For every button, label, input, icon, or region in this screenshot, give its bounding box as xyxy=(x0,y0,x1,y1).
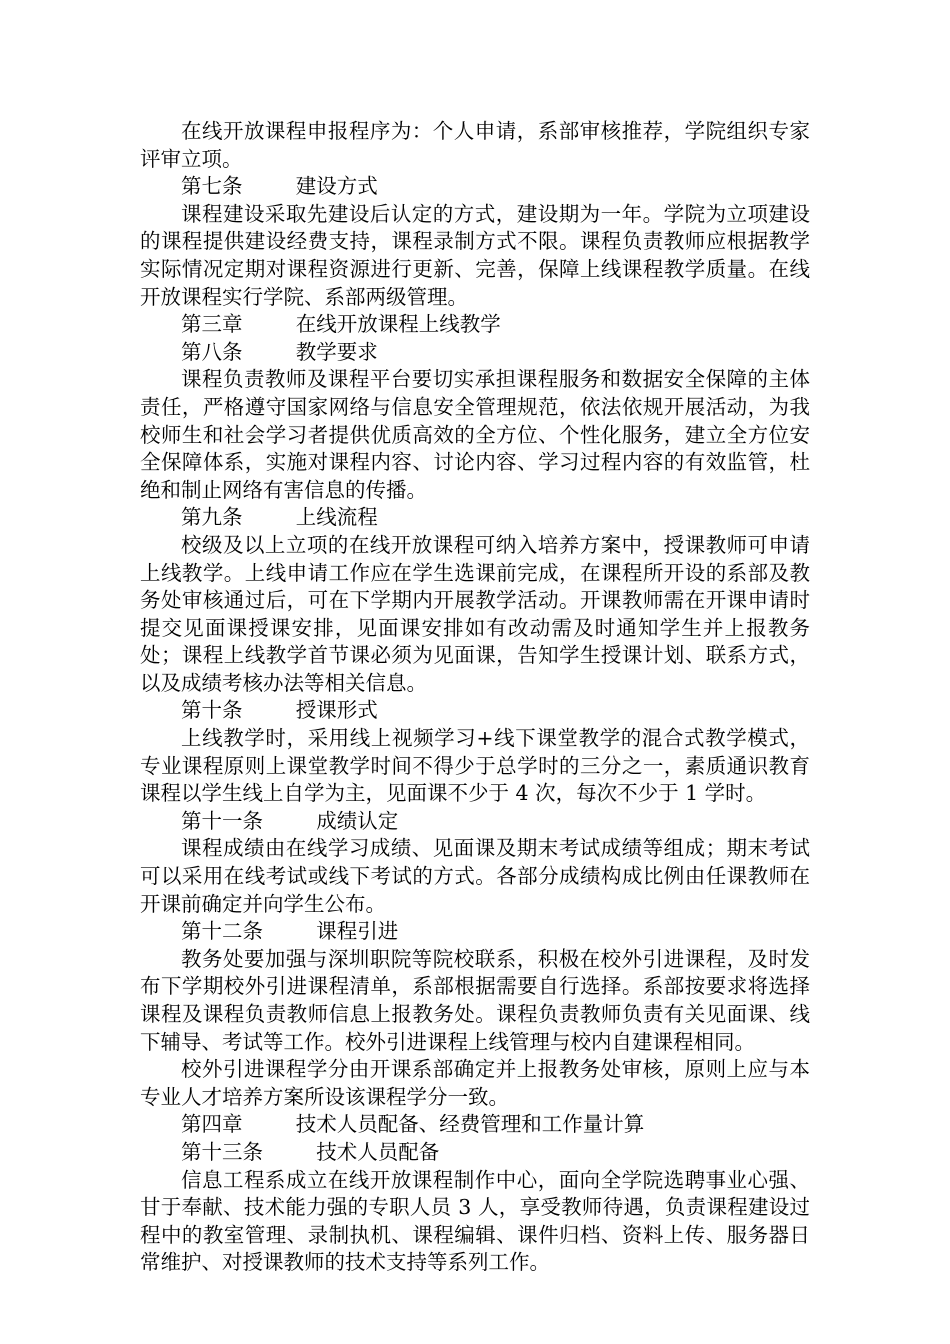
heading-article-8 xyxy=(140,339,810,367)
article-title: 成绩认定 xyxy=(316,808,399,833)
heading-chapter-4 xyxy=(140,1111,810,1139)
heading-chapter-3 xyxy=(140,311,810,339)
article-title: 教学要求 xyxy=(295,339,378,364)
paragraph-grade-assessment: 课程成绩由在线学习成绩、见面课及期末考试成绩等组成；期末考试可以采用在线考试或线下考试的方式。各部分成绩构成比例由任课教师在开课前确定并向学生公布。 xyxy=(140,836,810,916)
paragraph-course-credits: 校外引进课程学分由开课系部确定并上报教务处审核，原则上应与本专业人才培养方案所设该课程学分一致。 xyxy=(140,1057,810,1109)
heading-article-11 xyxy=(140,808,810,836)
chapter-label: 第四章 xyxy=(181,1112,243,1137)
heading-article-12 xyxy=(140,918,810,946)
article-label: 第十三条 xyxy=(181,1139,263,1164)
article-label: 第十条 xyxy=(181,698,243,723)
chapter-label: 第三章 xyxy=(181,312,243,337)
paragraph-application-procedure: 在线开放课程申报程序为：个人申请，系部审核推荐，学院组织专家评审立项。 xyxy=(140,119,810,171)
paragraph-construction-method: 课程建设采取先建设后认定的方式，建设期为一年。学院为立项建设的课程提供建设经费支持，课程录制方式不限。课程负责教师应根据教学实际情况定期对课程资源进行更新、完善，保障上线课程教学质量。在线开放课程实行学院、系部两级管理。 xyxy=(140,201,810,309)
chapter-title: 技术人员配备、经费管理和工作量计算 xyxy=(295,1112,645,1137)
paragraph-course-introduction: 教务处要加强与深圳职院等院校联系，积极在校外引进课程，及时发布下学期校外引进课程清单，系部根据需要自行选择。系部按要求将选择课程及课程负责教师信息上报教务处。课程负责教师负责有关见面课、线下辅导、考试等工作。校外引进课程上线管理与校内自建课程相同。 xyxy=(140,946,810,1054)
paragraph-teaching-format: 上线教学时，采用线上视频学习+线下课堂教学的混合式教学模式，专业课程原则上课堂教学时间不得少于总学时的三分之一，素质通识教育课程以学生线上自学为主，见面课不少于 4 次，每次不少于 1 学时。 xyxy=(140,726,810,806)
article-label: 第十二条 xyxy=(181,919,263,944)
article-title: 课程引进 xyxy=(316,919,399,944)
chapter-title: 在线开放课程上线教学 xyxy=(295,312,501,337)
article-title: 上线流程 xyxy=(295,505,378,530)
heading-article-7 xyxy=(140,173,810,201)
article-title: 授课形式 xyxy=(295,698,378,723)
article-label: 第九条 xyxy=(181,505,243,530)
paragraph-online-process: 校级及以上立项的在线开放课程可纳入培养方案中，授课教师可申请上线教学。上线申请工作应在学生选课前完成，在课程所开设的系部及教务处审核通过后，可在下学期内开展教学活动。开课教师需在开课申请时提交见面课授课安排，见面课安排如有改动需及时通知学生并上报教务处；课程上线教学首节课必须为见面课，告知学生授课计划、联系方式，以及成绩考核办法等相关信息。 xyxy=(140,532,810,695)
article-title: 建设方式 xyxy=(295,174,378,199)
heading-article-10 xyxy=(140,697,810,725)
heading-article-9 xyxy=(140,504,810,532)
article-label: 第八条 xyxy=(181,339,243,364)
heading-article-13 xyxy=(140,1139,810,1167)
article-title: 技术人员配备 xyxy=(316,1139,440,1164)
article-label: 第七条 xyxy=(181,174,243,199)
article-label: 第十一条 xyxy=(181,808,263,833)
paragraph-technical-staff: 信息工程系成立在线开放课程制作中心，面向全学院选聘事业心强、甘于奉献、技术能力强的专职人员 3 人，享受教师待遇，负责课程建设过程中的教室管理、录制执机、课程编辑、课件归档、资料上传、服务器日常维护、对授课教师的技术支持等系列工作。 xyxy=(140,1167,810,1275)
paragraph-teaching-requirements: 课程负责教师及课程平台要切实承担课程服务和数据安全保障的主体责任，严格遵守国家网络与信息安全管理规范，依法依规开展活动，为我校师生和社会学习者提供优质高效的全方位、个性化服务，建立全方位安全保障体系，实施对课程内容、讨论内容、学习过程内容的有效监管，杜绝和制止网络有害信息的传播。 xyxy=(140,367,810,502)
